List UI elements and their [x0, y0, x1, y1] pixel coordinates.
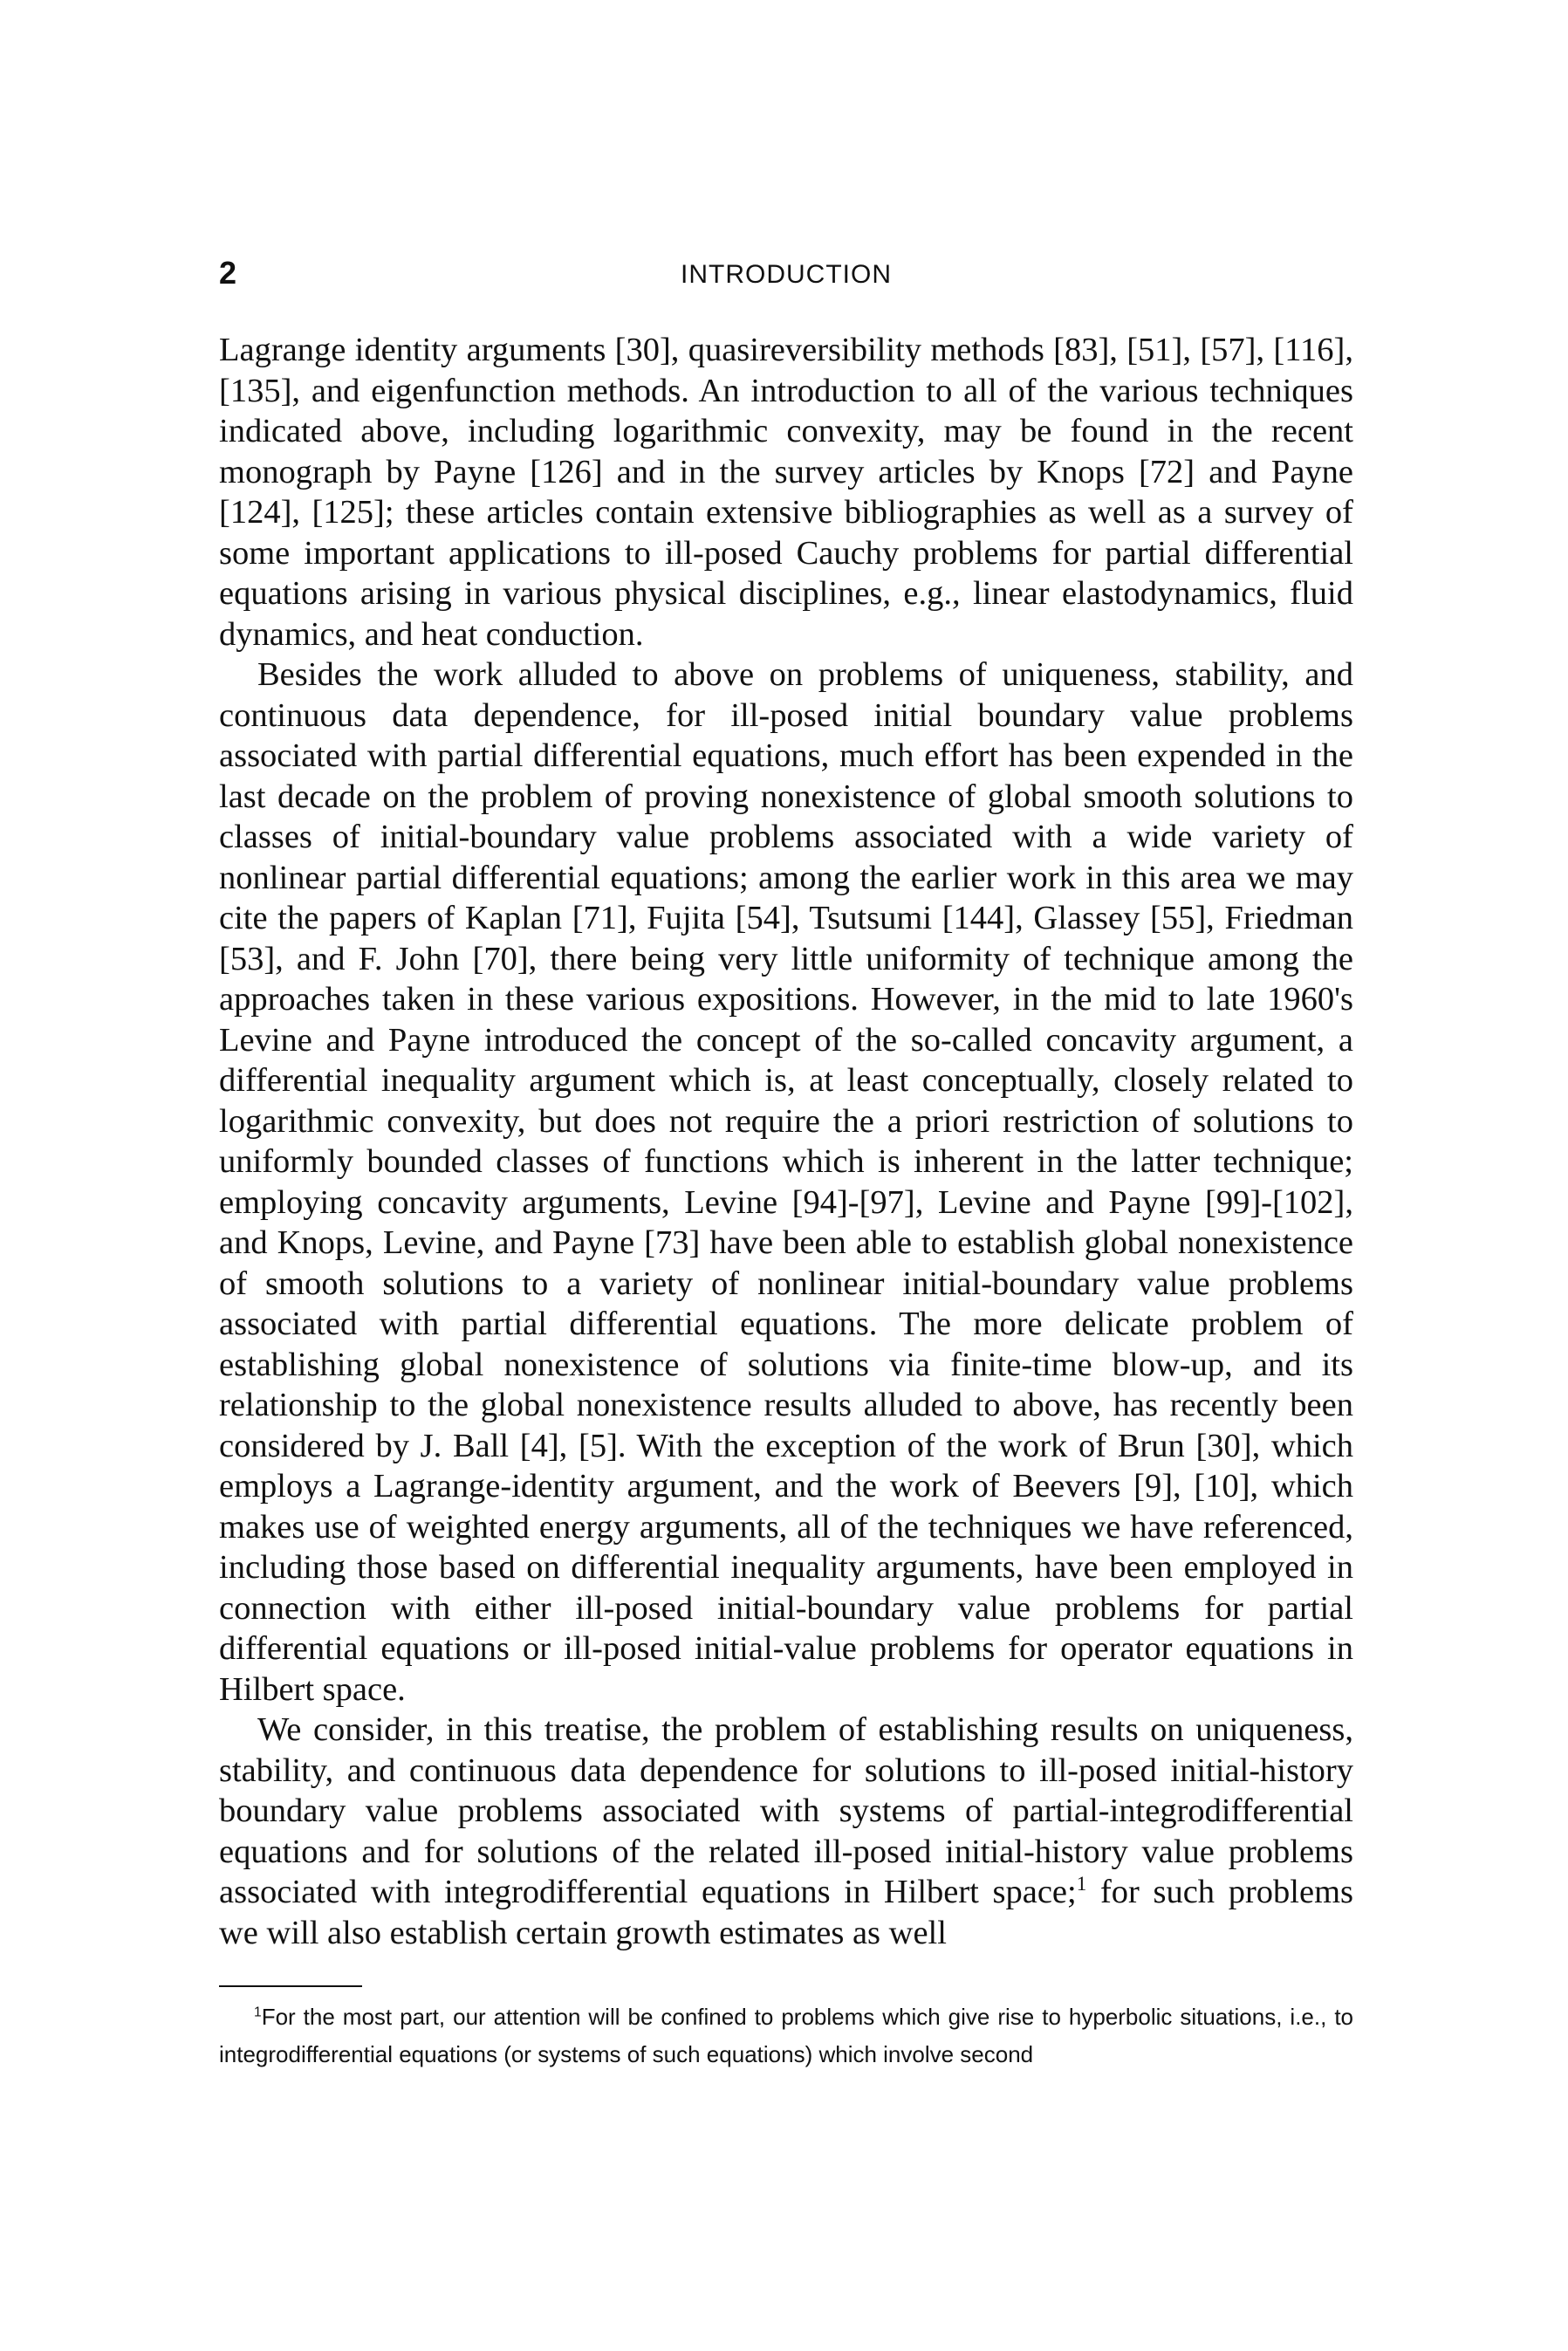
page-number: 2	[219, 255, 237, 291]
paragraph-3-text-after: for such problems we will also establish certain growth estimates as well	[219, 1874, 1354, 1951]
page-header	[219, 255, 1353, 298]
paragraph-1: Lagrange identity arguments [30], quasireversibility methods [83], [51], [57], [116], [135], and eigenfunction methods. An introduction to all of the various techniques indicated above, including logarithmic convexity, may be found in the recent monograph by Payne [126] and in the survey articles by Knops [72] and Payne [124], [125]; these articles contain extensive bibliographies as well as a survey of some important applications to ill-posed Cauchy problems for partial differential equations arising in various physical disciplines, e.g., linear elastodynamics, fluid dynamics, and heat conduction.	[219, 332, 1353, 653]
paragraph-3-text-before: We consider, in this treatise, the problem of establishing results on uniqueness, stability, and continuous data dependence for solutions to ill-posed initial-history boundary value problems associated with systems of partial-integrodifferential equations and for solutions of the related ill-posed initial-history value problems associated with integrodifferential equations in Hilbert space;	[219, 1711, 1353, 1910]
paragraph-3	[219, 1710, 1353, 1953]
footnote-divider	[219, 1985, 362, 1987]
running-head: INTRODUCTION	[681, 260, 892, 289]
paragraph-2: Besides the work alluded to above on problems of uniqueness, stability, and continuous data dependence, for ill-posed initial boundary value problems associated with partial differential equations, much effort has been expended in the last decade on the problem of proving nonexistence of global smooth solutions to classes of initial-boundary value problems associated with a wide variety of nonlinear partial differential equations; among the earlier work in this area we may cite the papers of Kaplan [71], Fujita [54], Tsutsumi [144], Glassey [55], Friedman [53], and F. John [70], there being very little uniformity of technique among the approaches taken in these various expositions. However, in the mid to late 1960's Levine and Payne introduced the concept of the so-called concavity argument, a differential inequality argument which is, at least conceptually, closely related to logarithmic convexity, but does not require the a priori restriction of solutions to uniformly bounded classes of functions which is inherent in the latter technique; employing concavity arguments, Levine [94]-[97], Levine and Payne [99]-[102], and Knops, Levine, and Payne [73] have been able to establish global nonexistence of smooth solutions to a variety of nonlinear initial-boundary value problems associated with partial differential equations. The more delicate problem of establishing global nonexistence of solutions via finite-time blow-up, and its relationship to the global nonexistence results alluded to above, has recently been considered by J. Ball [4], [5]. With the exception of the work of Brun [30], which employs a Lagrange-identity argument, and the work of Beevers [9], [10], which makes use of weighted energy arguments, all of the techniques we have referenced, including those based on differential inequality arguments, have been employed in connection with either ill-posed initial-boundary value problems for partial differential equations or ill-posed initial-value problems for operator equations in Hilbert space.	[219, 656, 1353, 1708]
body-text	[219, 330, 1353, 1953]
footnote	[219, 1998, 1353, 2073]
footnote-text: For the most part, our attention will be confined to problems which give rise to hyperbolic situations, i.e., to integrodifferential equations (or systems of such equations) which involve second	[219, 2004, 1353, 2067]
footnote-body	[219, 1998, 1353, 2073]
footnote-reference: 1	[1076, 1872, 1087, 1895]
footnote-marker: 1	[254, 2005, 262, 2020]
